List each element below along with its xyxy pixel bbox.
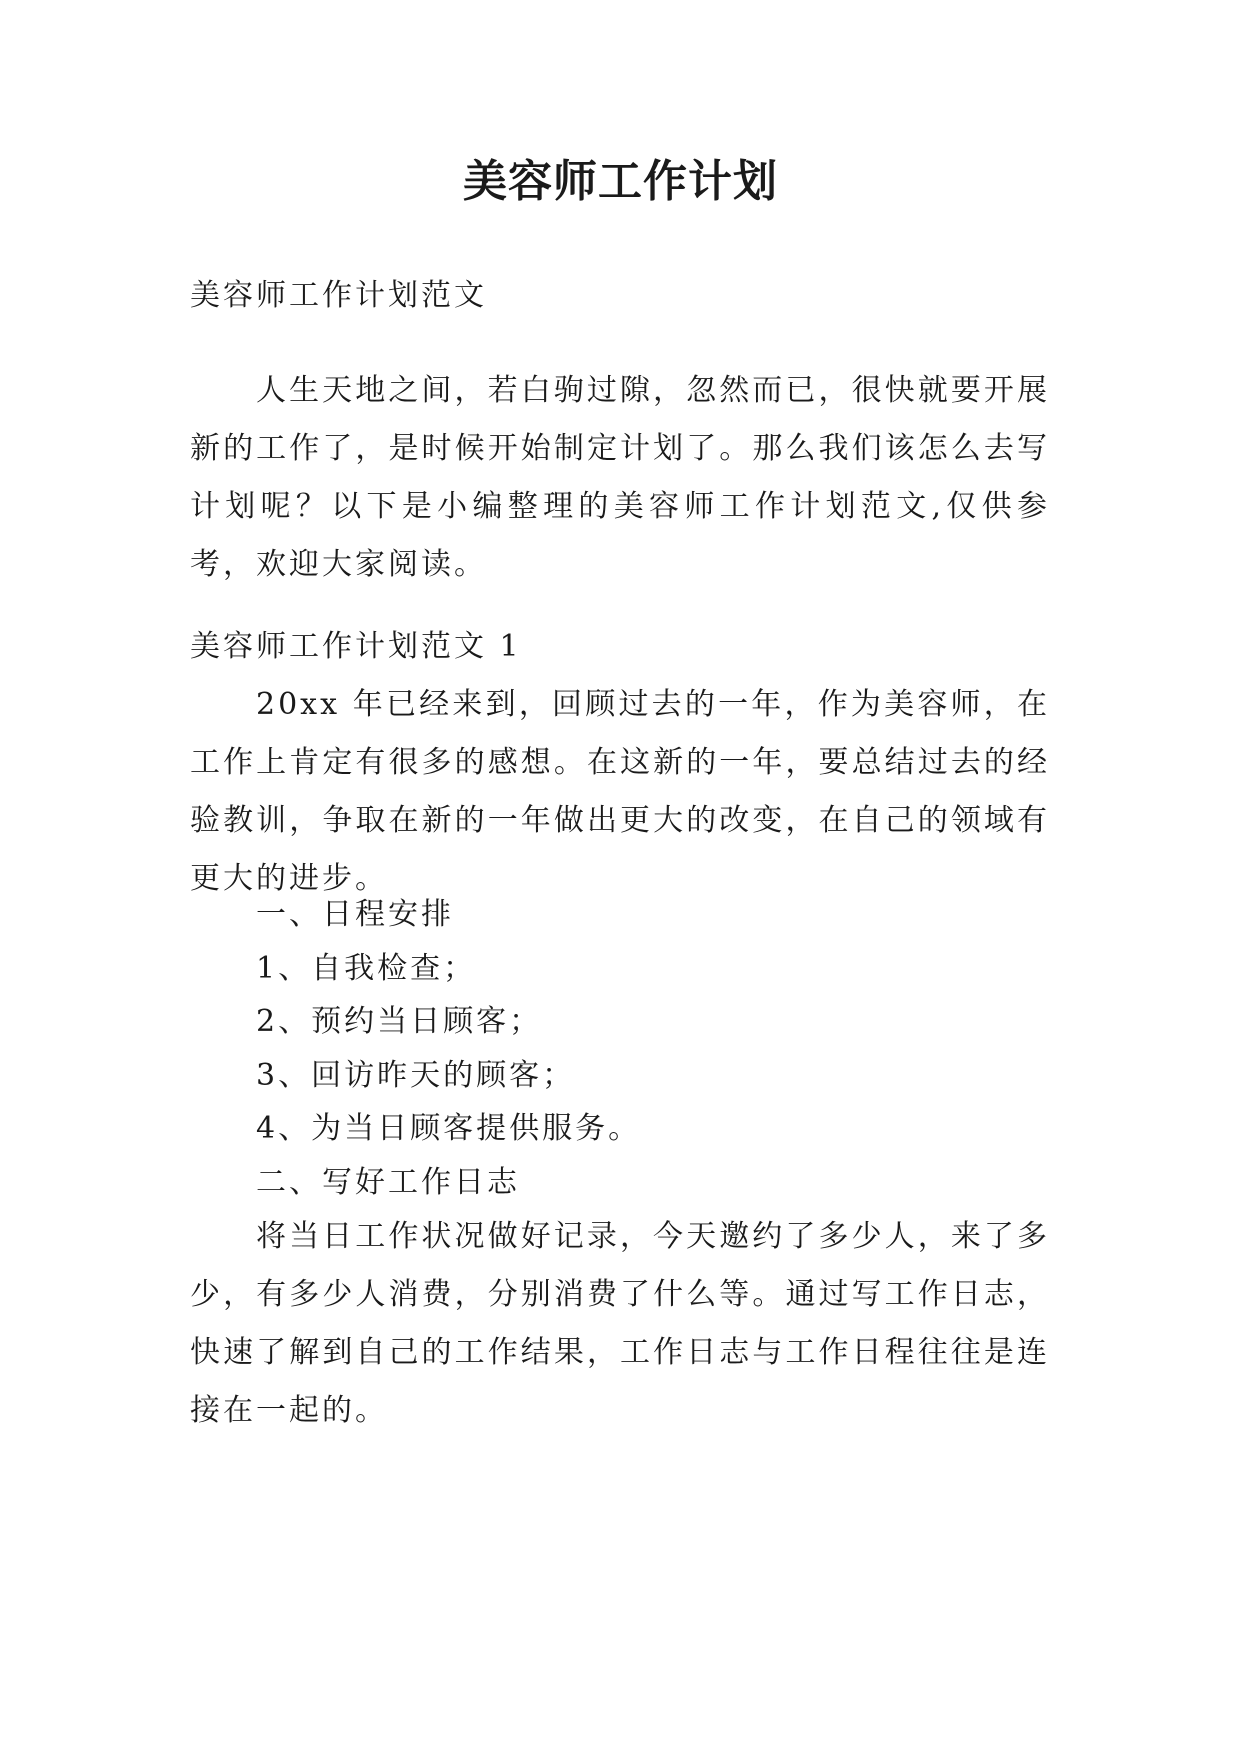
list-item: 2、预约当日顾客； [256, 1004, 543, 1039]
document-subtitle: 美容师工作计划范文 [190, 278, 487, 313]
document-title: 美容师工作计划 [463, 156, 778, 207]
intro-paragraph: 人生天地之间，若白驹过隙，忽然而已，很快就要开展新的工作了，是时候开始制定计划了。那么我们该怎么去写计划呢？以下是小编整理的美容师工作计划范文,仅供参考，欢迎大家阅读。 [190, 373, 1050, 582]
list-item: 3、回访昨天的顾客； [256, 1058, 576, 1093]
heading-work-log: 二、写好工作日志 [256, 1165, 520, 1200]
list-item: 4、为当日顾客提供服务。 [256, 1111, 642, 1146]
work-log-paragraph: 将当日工作状况做好记录，今天邀约了多少人，来了多少，有多少人消费，分别消费了什么等。通过写工作日志，快速了解到自己的工作结果，工作日志与工作日程往往是连接在一起的。 [190, 1219, 1050, 1428]
heading-schedule: 一、日程安排 [256, 897, 454, 932]
list-item: 1、自我检查； [256, 951, 477, 986]
section-1-heading: 美容师工作计划范文 1 [190, 629, 522, 664]
section-1-paragraph: 20xx 年已经来到，回顾过去的一年，作为美容师，在工作上肯定有很多的感想。在这新的一年，要总结过去的经验教训，争取在新的一年做出更大的改变，在自己的领域有更大的进步。 [190, 687, 1050, 896]
